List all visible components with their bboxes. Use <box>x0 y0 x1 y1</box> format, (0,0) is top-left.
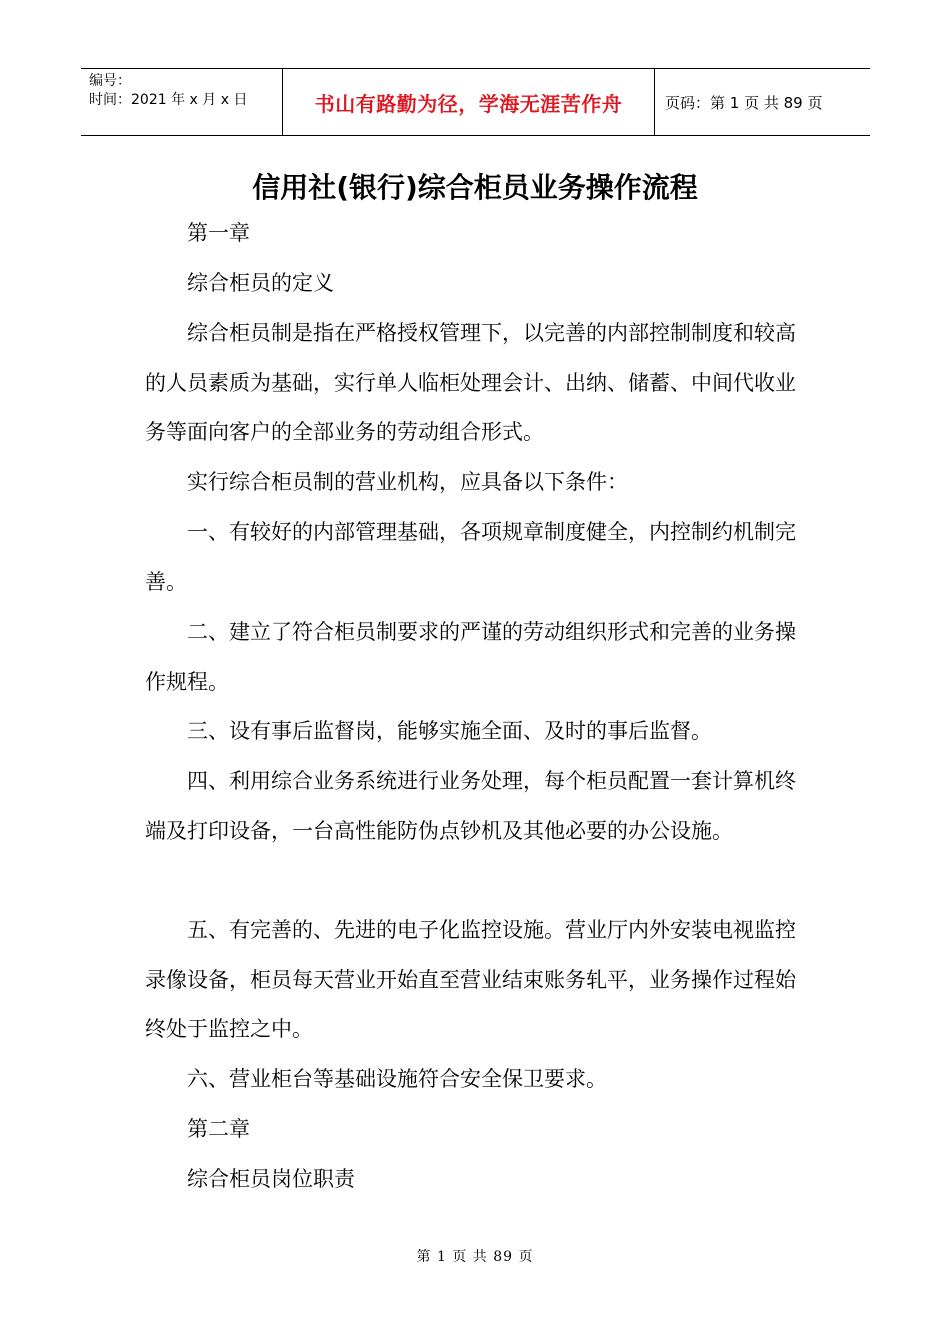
paragraph: 三、设有事后监督岗，能够实施全面、及时的事后监督。 <box>145 719 712 743</box>
date-label: 时间：2021 年 x 月 x 日 <box>89 92 248 108</box>
paragraph: 实行综合柜员制的营业机构，应具备以下条件： <box>145 470 628 494</box>
paragraph: 六、营业柜台等基础设施符合安全保卫要求。 <box>145 1067 607 1091</box>
document-title: 信用社(银行)综合柜员业务操作流程 <box>252 171 698 204</box>
serial-label: 编号： <box>89 73 131 89</box>
header-meta <box>81 69 282 135</box>
paragraph: 一、有较好的内部管理基础，各项规章制度健全，内控制约机制完善。 <box>145 520 796 594</box>
header-page-info: 页码：第 1 页 共 89 页 <box>665 93 823 112</box>
section-heading: 综合柜员的定义 <box>145 271 334 295</box>
header-motto: 书山有路勤为径，学海无涯苦作舟 <box>282 69 655 135</box>
chapter-heading: 第二章 <box>145 1117 250 1141</box>
chapter-heading: 第一章 <box>145 221 250 245</box>
paragraph: 综合柜员制是指在严格授权管理下，以完善的内部控制制度和较高的人员素质为基础，实行单人临柜处理会计、出纳、储蓄、中间代收业务等面向客户的全部业务的劳动组合形式。 <box>145 321 796 445</box>
page-footer-number: 第 1 页 共 89 页 <box>416 1249 534 1265</box>
page-header <box>81 68 870 136</box>
paragraph: 五、有完善的、先进的电子化监控设施。营业厅内外安装电视监控录像设备，柜员每天营业开始直至营业结束账务轧平，业务操作过程始终处于监控之中。 <box>145 918 796 1042</box>
paragraph: 二、建立了符合柜员制要求的严谨的劳动组织形式和完善的业务操作规程。 <box>145 620 796 694</box>
paragraph: 四、利用综合业务系统进行业务处理，每个柜员配置一套计算机终端及打印设备，一台高性能防伪点钞机及其他必要的办公设施。 <box>145 769 796 843</box>
section-heading: 综合柜员岗位职责 <box>145 1167 355 1191</box>
